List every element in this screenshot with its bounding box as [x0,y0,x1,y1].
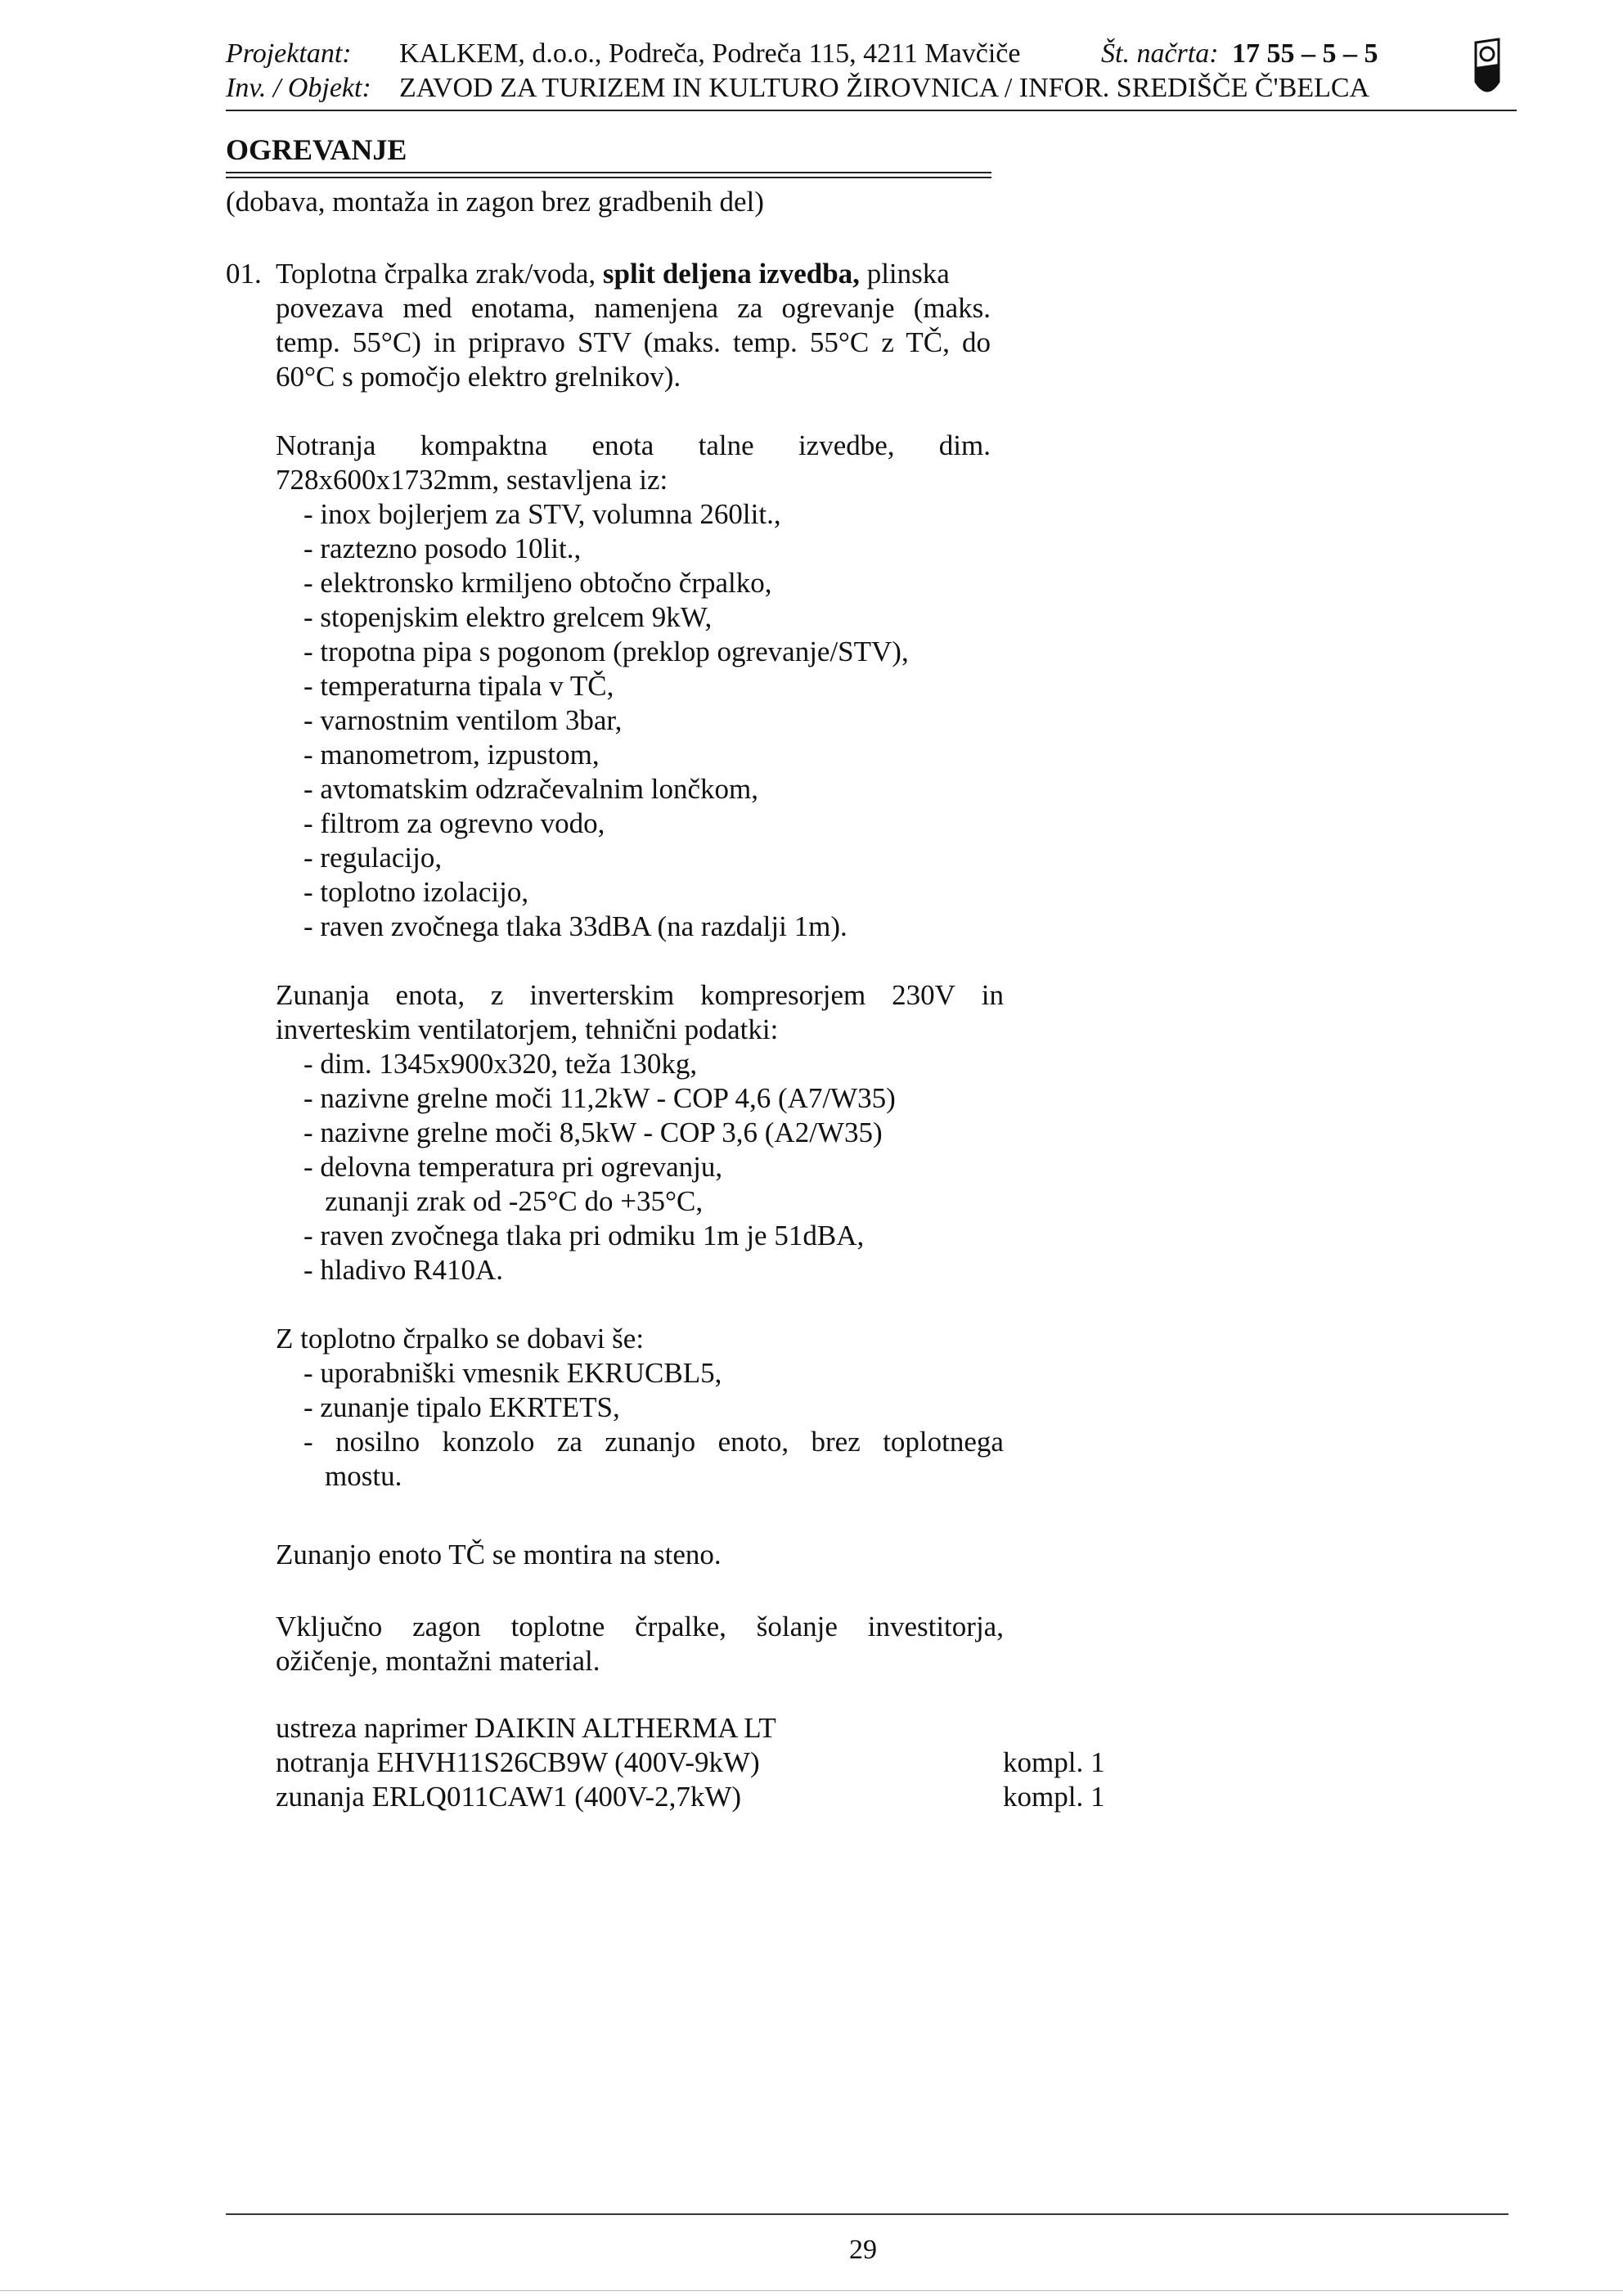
item-intro-bold: split deljena izvedba, [602,258,860,290]
word: nosilno [335,1426,420,1458]
item-intro-line-4: 60°C s pomočjo elektro grelnikov). [276,361,681,393]
word: toplotnega [883,1426,1004,1458]
word: Notranja [276,429,376,461]
item-intro-text: plinska [866,258,950,290]
inclusion-line-2: ožičenje, montažni material. [276,1645,600,1677]
indoor-list-item: - filtrom za ogrevno vodo, [303,807,605,839]
outdoor-list-item: - delovna temperatura pri ogrevanju, [303,1151,723,1183]
outdoor-list-item: - raven zvočnega tlaka pri odmiku 1m je 51dBA, [303,1220,865,1251]
outdoor-list-item: zunanji zrak od -25°C do +35°C, [303,1185,704,1217]
word: enoto, [717,1426,789,1458]
outdoor-list-item: - dim. 1345x900x320, teža 130kg, [303,1048,698,1080]
word: enota, [395,979,465,1011]
reference-line-1: ustreza naprimer DAIKIN ALTHERMA LT [276,1712,776,1744]
objekt-value: ZAVOD ZA TURIZEM IN KULTURO ŽIROVNICA / INFOR. SREDIŠČE Č'BELCA [399,73,1370,103]
section-subtitle: (dobava, montaža in zagon brez gradbenih del) [226,186,764,218]
outdoor-list-item: - hladivo R410A. [303,1254,504,1286]
section-title: OGREVANJE [226,133,407,166]
word: zagon [412,1611,481,1642]
nacrt-value: 17 55 – 5 – 5 [1232,38,1378,69]
indoor-list-item: - regulacijo, [303,842,443,874]
word: izvedbe, [798,429,895,461]
item-number: 01. [226,258,262,290]
company-logo-icon [1472,34,1502,103]
reference-line-2: notranja EHVH11S26CB9W (400V-9kW) [276,1746,760,1778]
scan-edge-line [0,2290,1623,2291]
extras-list-item-cont: mostu. [325,1460,402,1492]
outdoor-list-item: - nazivne grelne moči 8,5kW - COP 3,6 (A2/W35) [303,1117,883,1148]
word: inverterskim [529,979,675,1011]
item-intro-text: Toplotna črpalka zrak/voda, [276,258,596,290]
outdoor-heading-line-1 [276,978,1004,1012]
quantity-outdoor: kompl. 1 [1003,1781,1105,1813]
inclusion-line-1 [276,1610,1004,1643]
indoor-list-item: - stopenjskim elektro grelcem 9kW, [303,601,713,633]
indoor-list-item: - raztezno posodo 10lit., [303,532,582,564]
nacrt-label: Št. načrta: [1101,38,1219,69]
word: črpalke, [635,1611,726,1642]
item-intro-line-2: povezava med enotama, namenjena za ogrevanje (maks. [276,292,991,324]
word: dim. [938,429,991,461]
indoor-list-item: - elektronsko krmiljeno obtočno črpalko, [303,567,772,599]
indoor-list-item: - tropotna pipa s pogonom (preklop ogrevanje/STV), [303,636,909,667]
indoor-list-item: - raven zvočnega tlaka 33dBA (na razdalji 1m). [303,910,847,942]
footer-divider [226,2213,1508,2215]
word: kompresorjem [700,979,866,1011]
indoor-list-item: - manometrom, izpustom, [303,739,600,771]
word: Zunanja [276,979,370,1011]
word: investitorja, [867,1611,1004,1642]
word: toplotne [510,1611,605,1642]
projektant-value: KALKEM, d.o.o., Podreča, Podreča 115, 4211 Mavčiče [399,38,1021,69]
title-rule [226,177,991,178]
extras-list-item: - zunanje tipalo EKRTETS, [303,1391,620,1423]
indoor-list-item: - toplotno izolacijo, [303,876,529,908]
word: talne [698,429,754,461]
word: za [556,1426,582,1458]
page-number: 29 [849,2235,877,2265]
title-rule [226,172,991,173]
indoor-heading-line-1 [276,429,991,462]
extras-intro: Z toplotno črpalko se dobavi še: [276,1323,645,1355]
reference-line-3: zunanja ERLQ011CAW1 (400V-2,7kW) [276,1781,742,1813]
projektant-label: Projektant: [226,38,352,69]
word: Vključno [276,1611,383,1642]
item-intro-line-3: temp. 55°C) in pripravo STV (maks. temp. 55°C z TČ, do [276,326,991,358]
item-intro-line-1 [276,257,950,290]
word: enota [591,429,654,461]
wall-mount-note: Zunanjo enoto TČ se montira na steno. [276,1539,722,1570]
indoor-heading-line-2: 728x600x1732mm, sestavljena iz: [276,464,668,496]
word: zunanjo [605,1426,696,1458]
outdoor-heading-line-2: inverteskim ventilatorjem, tehnični podatki: [276,1013,779,1045]
quantity-indoor: kompl. 1 [1003,1746,1105,1778]
word: - [303,1426,313,1458]
indoor-list-item: - avtomatskim odzračevalnim lončkom, [303,773,758,805]
word: brez [811,1426,861,1458]
outdoor-list-item: - nazivne grelne moči 11,2kW - COP 4,6 (A7/W35) [303,1082,896,1114]
indoor-list-item: - inox bojlerjem za STV, volumna 260lit., [303,498,781,530]
extras-list-item [303,1425,1004,1458]
indoor-list-item: - varnostnim ventilom 3bar, [303,704,623,736]
word: konzolo [442,1426,535,1458]
word: in [981,979,1004,1011]
indoor-list-item: - temperaturna tipala v TČ, [303,670,614,702]
objekt-label: Inv. / Objekt: [226,73,371,103]
word: z [490,979,504,1011]
header-divider [226,110,1517,111]
word: kompaktna [420,429,548,461]
word: šolanje [756,1611,838,1642]
extras-list-item: - uporabniški vmesnik EKRUCBL5, [303,1357,722,1389]
word: 230V [892,979,955,1011]
